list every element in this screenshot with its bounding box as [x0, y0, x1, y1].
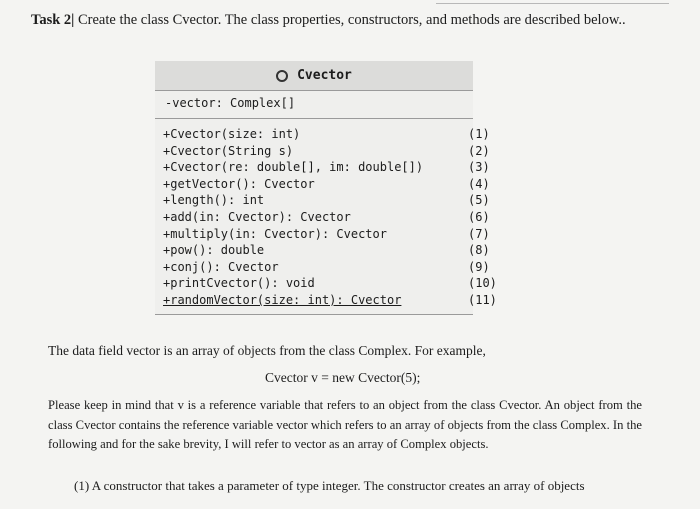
paragraph-constructor-1: (1) A constructor that takes a parameter of type integer. The constructor creates an array of objects — [74, 478, 585, 493]
uml-method-number: (2) — [468, 143, 490, 158]
uml-method-row — [163, 209, 490, 226]
uml-method-signature: +Cvector(String s) — [163, 143, 294, 158]
uml-methods-section — [163, 126, 497, 309]
uml-attributes-section — [155, 90, 473, 119]
uml-class-diagram — [155, 61, 497, 315]
uml-method-signature: +add(in: Cvector): Cvector — [163, 209, 351, 224]
uml-method-row — [163, 159, 490, 176]
uml-attribute: -vector: Complex[] — [165, 96, 296, 110]
uml-method-signature: +conj(): Cvector — [163, 259, 279, 274]
paragraph-explanation: Please keep in mind that v is a reference variable that refers to an object from the class Cvector. An object from the class Cvector contains the reference variable vector which refers to an array of objects from the class Complex. In the following and for the sake brevity, I will refer to vector as an array of Complex objects. — [48, 398, 642, 451]
uml-method-signature: +pow(): double — [163, 243, 265, 258]
uml-method-row — [163, 192, 490, 209]
top-rule — [436, 3, 669, 4]
uml-class-name: Cvector — [297, 68, 352, 83]
task-label: Task 2| — [31, 12, 75, 28]
uml-method-number: (7) — [468, 226, 490, 241]
class-circle-icon — [276, 70, 288, 82]
uml-method-row — [163, 275, 497, 292]
uml-method-number: (10) — [468, 276, 497, 291]
uml-method-number: (1) — [468, 127, 490, 141]
task-text: Create the class Cvector. The class properties, constructors, and methods are described below.. — [74, 12, 626, 28]
uml-bottom-border — [155, 314, 473, 315]
uml-method-signature: +printCvector(): void — [163, 276, 315, 291]
uml-method-signature: +Cvector(re: double[], im: double[]) — [163, 160, 424, 175]
paragraph-intro: The data field vector is an array of objects from the class Complex. For example, — [48, 343, 486, 358]
uml-method-signature: +multiply(in: Cvector): Cvector — [163, 226, 387, 241]
uml-method-number: (3) — [468, 160, 490, 175]
uml-method-signature: +randomVector(size: int): Cvector — [163, 292, 402, 307]
code-example: Cvector v = new Cvector(5); — [265, 370, 421, 385]
uml-method-row — [163, 226, 490, 243]
uml-method-row — [163, 292, 497, 309]
uml-method-number: (8) — [468, 243, 490, 258]
task-heading — [31, 12, 626, 29]
uml-method-number: (4) — [468, 176, 490, 191]
uml-method-row — [163, 126, 490, 143]
uml-method-number: (9) — [468, 259, 490, 274]
uml-method-row — [163, 259, 490, 276]
uml-method-signature: +Cvector(size: int) — [163, 127, 301, 141]
uml-method-signature: +getVector(): Cvector — [163, 176, 315, 191]
uml-method-number: (6) — [468, 209, 490, 224]
uml-class-header — [155, 61, 473, 91]
uml-method-row — [163, 242, 490, 259]
uml-method-number: (5) — [468, 193, 490, 208]
uml-method-signature: +length(): int — [163, 193, 265, 208]
uml-method-row — [163, 176, 490, 193]
uml-method-number: (11) — [468, 292, 497, 307]
uml-method-row — [163, 143, 490, 160]
